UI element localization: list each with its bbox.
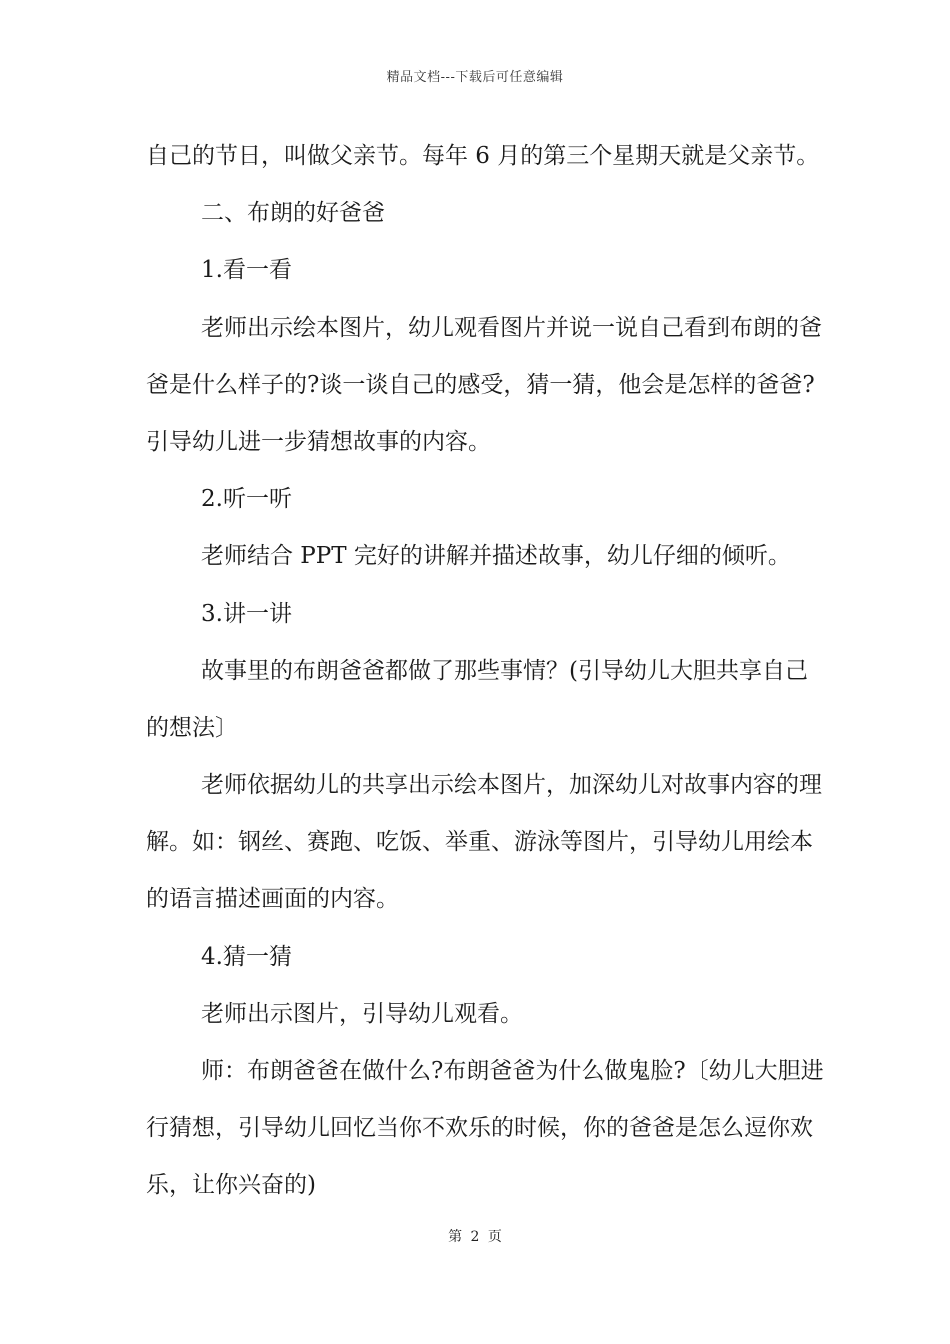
text-line: 引导幼儿进一步猜想故事的内容。 — [146, 428, 491, 455]
paragraph — [146, 528, 814, 585]
text-line: 故事里的布朗爸爸都做了那些事情？(引导幼儿大胆共享自己 — [201, 657, 808, 684]
page-number: 第 2 页 — [448, 1229, 502, 1245]
text-line: 乐，让你兴奋的) — [146, 1172, 316, 1199]
sub-heading — [146, 586, 814, 643]
paragraph — [146, 643, 814, 757]
text-line: 的想法〕 — [146, 714, 238, 741]
text-line: 老师出示图片，引导幼儿观看。 — [201, 1000, 523, 1027]
text-line: 1.看一看 — [201, 257, 292, 284]
text-line: 4.猜一猜 — [201, 943, 292, 970]
paragraph — [146, 986, 814, 1043]
paragraph — [146, 300, 822, 472]
sub-heading — [146, 471, 814, 528]
sub-heading — [146, 242, 814, 299]
page-header: 精品文档---下载后可任意编辑 — [386, 70, 564, 85]
text-line: 的语言描述画面的内容。 — [146, 886, 399, 913]
text-line: 老师依据幼儿的共享出示绘本图片，加深幼儿对故事内容的理 — [201, 772, 822, 799]
paragraph — [146, 1043, 824, 1215]
sub-heading — [146, 929, 814, 986]
document-body — [146, 128, 824, 1215]
text-line: 老师出示绘本图片，幼儿观看图片并说一说自己看到布朗的爸 — [201, 314, 822, 341]
text-line: 3.讲一讲 — [201, 600, 292, 627]
text-line: 行猜想，引导幼儿回忆当你不欢乐的时候，你的爸爸是怎么逗你欢 — [146, 1115, 813, 1142]
paragraph — [146, 757, 822, 929]
text-line: 解。如：钢丝、赛跑、吃饭、举重、游泳等图片，引导幼儿用绘本 — [146, 829, 813, 856]
text-line: 自己的节日，叫做父亲节。每年 6 月的第三个星期天就是父亲节。 — [146, 143, 820, 169]
paragraph — [146, 128, 820, 185]
text-line: 二、布朗的好爸爸 — [201, 200, 385, 227]
text-line: 2.听一听 — [201, 486, 292, 513]
text-line: 老师结合 PPT 完好的讲解并描述故事，幼儿仔细的倾听。 — [201, 543, 791, 570]
text-line: 爸是什么样子的?谈一谈自己的感受，猜一猜，他会是怎样的爸爸? — [146, 371, 815, 398]
text-line: 师：布朗爸爸在做什么?布朗爸爸为什么做鬼脸?〔幼儿大胆进 — [201, 1058, 824, 1084]
section-heading — [146, 185, 814, 242]
